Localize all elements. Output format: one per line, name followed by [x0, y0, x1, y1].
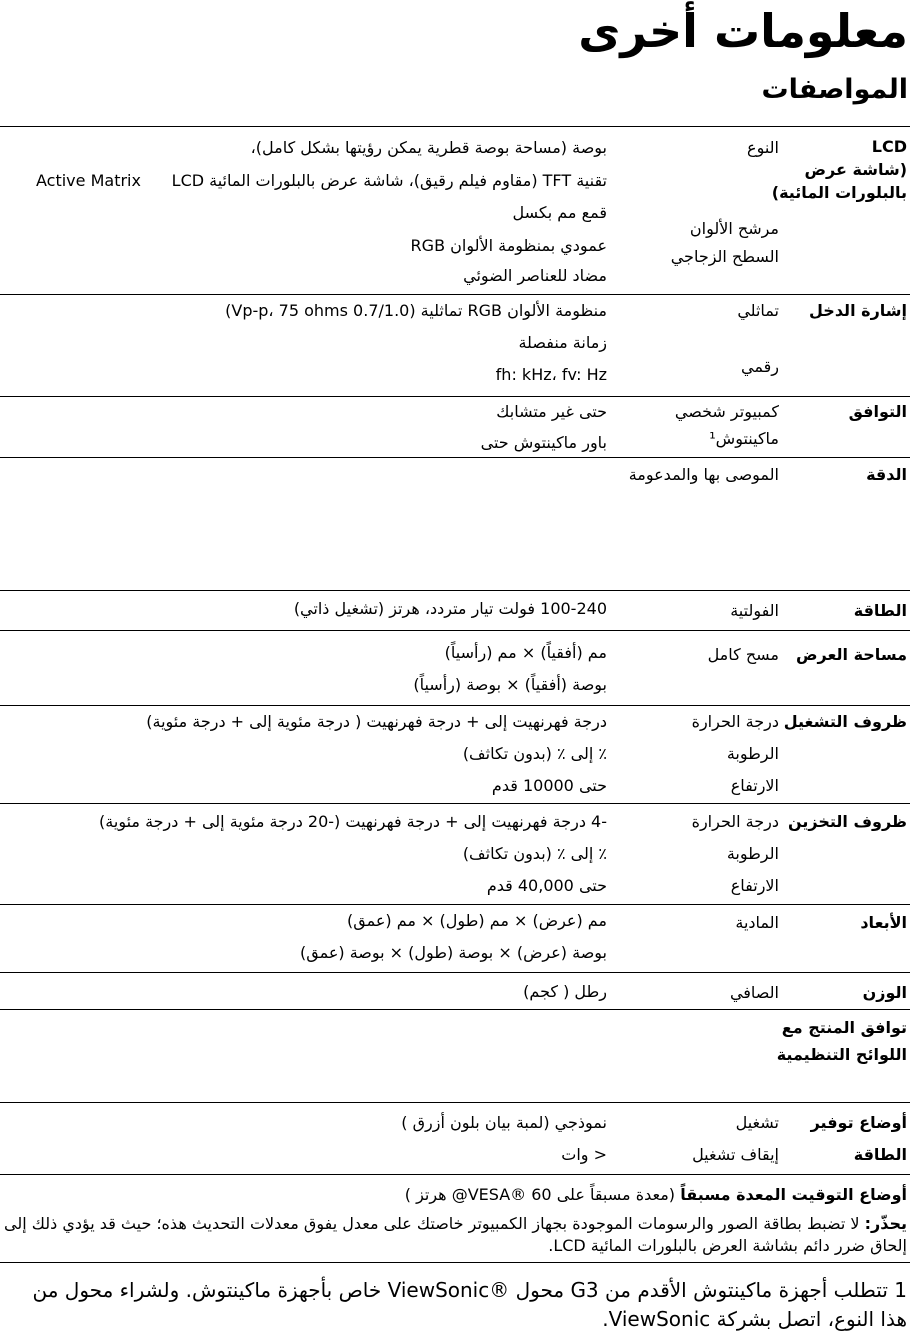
footnote-text: تتطلب أجهزة ماكينتوش الأقدم من G3 محول ®ViewSonic خاص بأجهزة ماكينتوش. ولشراء محول من هذا النوع، اتصل بشركة ViewSonic. — [32, 1278, 907, 1331]
table-rule — [0, 294, 910, 295]
table-rule — [0, 972, 910, 973]
spec-label-humidity: الرطوبة — [726, 744, 779, 763]
spec-value: 100-240 فولت تيار متردد، هرتز (تشغيل ذاتي) — [293, 599, 607, 618]
spec-value: بوصة (عرض) × بوصة (طول) × بوصة (عمق) — [300, 943, 607, 962]
table-rule — [0, 705, 910, 706]
table-rule — [0, 630, 910, 631]
spec-label-recommended: الموصى بها والمدعومة — [628, 465, 779, 484]
spec-category-input: إشارة الدخل — [809, 301, 907, 320]
table-rule — [0, 590, 910, 591]
spec-value: زمانة منفصلة — [518, 333, 607, 352]
spec-label-voltage: الفولتية — [730, 601, 779, 620]
spec-label-mac: ماكينتوش¹ — [709, 429, 779, 448]
spec-value: عمودي بمنظومة الألوان RGB — [410, 236, 607, 255]
spec-category-power: الطاقة — [853, 601, 907, 620]
spec-value: حتى 10000 قدم — [491, 776, 607, 795]
spec-category-display-area: مساحة العرض — [796, 645, 907, 664]
spec-value: مم (أفقياً) × مم (رأسياً) — [444, 643, 607, 662]
warning-text: لا تضبط بطاقة الصور والرسومات الموجودة بجهاز الكمبيوتر خاصتك على معدل يفوق معدلات التحديث هذه؛ حيث قد يؤدي ذلك إلى إلحاق ضرر دائم بشاشة العرض بالبلورات المائية LCD. — [4, 1214, 907, 1255]
table-rule — [0, 803, 910, 804]
spec-value: حتى 40,000 قدم — [486, 876, 607, 895]
spec-value: تقنية TFT (مقاوم فيلم رقيق)، شاشة عرض بالبلورات المائية LCD — [171, 171, 607, 190]
spec-value: بوصة (مساحة بوصة قطرية يمكن رؤيتها بشكل كامل)، — [250, 138, 607, 157]
table-rule — [0, 457, 910, 458]
spec-label-type: النوع — [747, 138, 779, 157]
table-rule — [0, 126, 910, 127]
spec-label-temperature: درجة الحرارة — [691, 812, 779, 831]
spec-category-storage: ظروف التخزين — [787, 812, 907, 831]
spec-category-regulatory: توافق المنتج مع — [781, 1018, 907, 1037]
spec-value: نموذجي (لمبة بيان بلون أزرق ) — [401, 1113, 607, 1132]
spec-category-resolution: الدقة — [866, 465, 907, 484]
spec-label-temperature: درجة الحرارة — [691, 712, 779, 731]
spec-category-dimensions: الأبعاد — [860, 913, 907, 932]
spec-label-pc: كمبيوتر شخصي — [674, 402, 779, 421]
preset-modes-value: (معدة مسبقاً على VESA® 60@ هرتز ) — [404, 1185, 675, 1204]
spec-value: حتى غير متشابك — [496, 402, 607, 421]
table-rule — [0, 1262, 910, 1263]
spec-value-frequency: fh: kHz، fv: Hz — [495, 365, 607, 384]
table-rule — [0, 1102, 910, 1103]
warning-note — [2, 1213, 907, 1257]
footnote-marker: 1 — [894, 1278, 907, 1302]
spec-label-altitude: الارتفاع — [730, 876, 779, 895]
spec-label-altitude: الارتفاع — [730, 776, 779, 795]
footnote — [2, 1276, 907, 1334]
spec-category-compatibility: التوافق — [848, 402, 907, 421]
spec-value: ٪ إلى ٪ (بدون تكاثف) — [462, 844, 607, 863]
spec-label-off: إيقاف تشغيل — [692, 1145, 779, 1164]
preset-modes-label: أوضاع التوقيت المعدة مسبقاً — [680, 1185, 907, 1204]
spec-value: < وات — [561, 1145, 607, 1164]
table-rule — [0, 904, 910, 905]
spec-category-weight: الوزن — [862, 983, 907, 1002]
spec-label-glass-surface: السطح الزجاجي — [670, 247, 779, 266]
spec-category-lcd: (شاشة عرض — [804, 160, 907, 179]
spec-label-full-scan: مسح كامل — [707, 645, 779, 664]
spec-category-power-saving: أوضاع توفير — [810, 1113, 907, 1132]
spec-label-analog: تماثلي — [737, 301, 779, 320]
spec-value: -4 درجة فهرنهيت إلى + درجة فهرنهيت (-20 درجة مئوية إلى + درجة مئوية) — [99, 812, 607, 831]
spec-value: بوصة (أفقياً) × بوصة (رأسياً) — [413, 675, 607, 694]
warning-label: يحذّر: — [864, 1214, 907, 1233]
spec-value: قمع مم بكسل — [512, 203, 607, 222]
spec-value: باور ماكينتوش حتى — [480, 433, 607, 452]
spec-value: مم (عرض) × مم (طول) × مم (عمق) — [346, 911, 607, 930]
spec-label-humidity: الرطوبة — [726, 844, 779, 863]
table-rule — [0, 396, 910, 397]
spec-value: درجة فهرنهيت إلى + درجة فهرنهيت ( درجة مئوية إلى + درجة مئوية) — [146, 712, 607, 731]
spec-category-lcd: LCD — [871, 137, 907, 156]
spec-label-on: تشغيل — [735, 1113, 779, 1132]
spec-value: مضاد للعناصر الضوئي — [463, 266, 607, 285]
table-rule — [0, 1174, 910, 1175]
spec-label-physical: المادية — [735, 913, 779, 932]
section-title: المواصفات — [761, 74, 908, 105]
table-rule — [0, 1009, 910, 1010]
spec-label-color-filter: مرشح الألوان — [689, 219, 779, 238]
spec-label-digital: رقمي — [741, 357, 779, 376]
spec-value-active-matrix: Active Matrix — [36, 171, 141, 190]
spec-value: منظومة الألوان RGB تماثلية (0.7/1.0 Vp-p، 75 ohms) — [225, 301, 607, 320]
spec-label-net: الصافي — [729, 983, 779, 1002]
spec-category-power-saving: الطاقة — [853, 1145, 907, 1164]
spec-category-operating: ظروف التشغيل — [783, 712, 907, 731]
spec-category-regulatory: اللوائح التنظيمية — [776, 1045, 907, 1064]
spec-value: ٪ إلى ٪ (بدون تكاثف) — [462, 744, 607, 763]
page-title: معلومات أخرى — [578, 4, 908, 58]
spec-value: رطل ( كجم) — [523, 982, 607, 1001]
spec-category-lcd: بالبلورات المائية) — [771, 183, 907, 202]
